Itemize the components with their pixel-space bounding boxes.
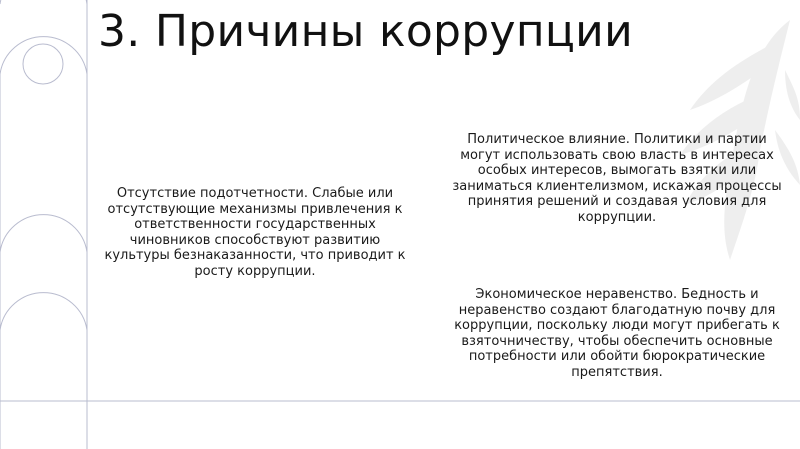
cause-economic-inequality-text: Экономическое неравенство. Бедность и неравенство создают благодатную почву для коррупции, поскольку люди могут прибегать к взяточничеству, чтобы обеспечить основные потребности или обойти бюрократические препятствия.: [454, 287, 780, 380]
cause-political-influence-text: Политическое влияние. Политики и партии могут использовать свою власть в интересах особых интересов, вымогать взятки или заниматься клиентелизмом, искажая процессы принятия решений и создавая условия для коррупции.: [452, 132, 782, 225]
middle-arch: [0, 215, 87, 252]
top-arc: [0, 0, 87, 4]
cause-accountability-text: Отсутствие подотчетности. Слабые или отсутствующие механизмы привлечения к ответственности государственных чиновников способствуют развитию культуры безнаказанности, что приводит к росту коррупции.: [104, 186, 406, 279]
small-circle: [23, 44, 63, 84]
lower-arch: [0, 293, 87, 330]
upper-arch: [0, 37, 87, 449]
slide-title: 3. Причины коррупции: [98, 6, 633, 57]
